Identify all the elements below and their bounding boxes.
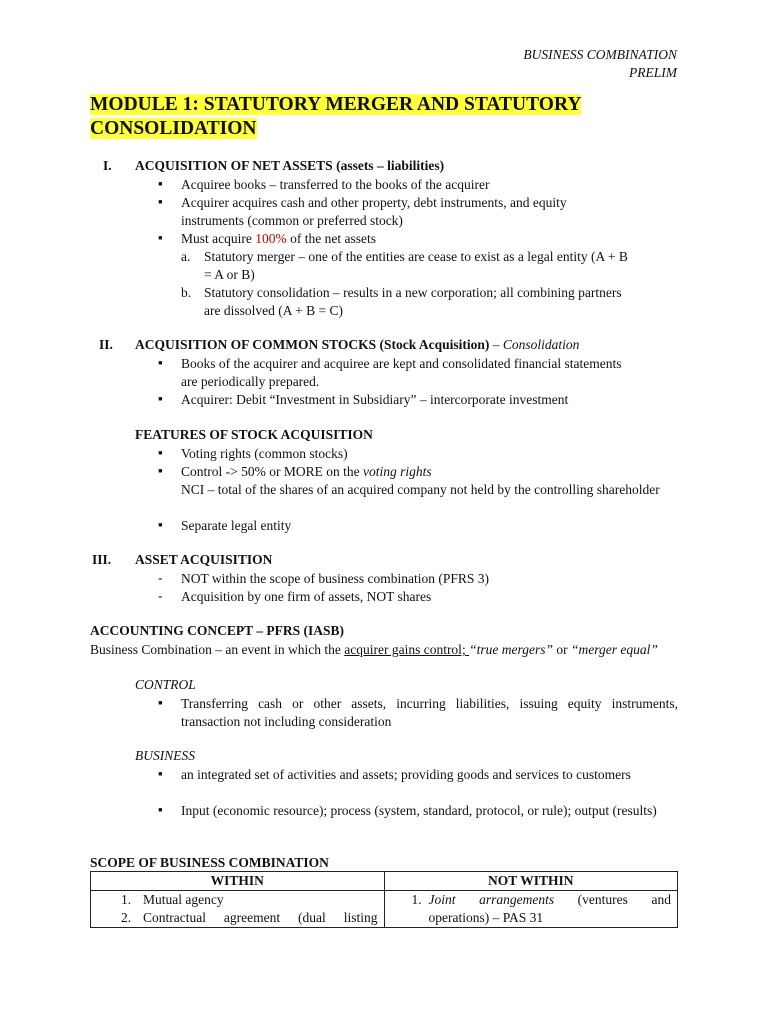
- section-3-heading: ASSET ACQUISITION: [135, 552, 273, 567]
- col-within: WITHIN: [91, 872, 385, 891]
- s1-sub-a-label: a.: [181, 249, 191, 264]
- s1-sub-b: Statutory consolidation – results in a new corporation; all combining partners are dissolved (A + B = C): [204, 285, 622, 318]
- s1-sub-a: Statutory merger – one of the entities are cease to exist as a legal entity (A + B = A or B): [204, 249, 628, 282]
- s1-bullet-1: Acquiree books – transferred to the books of the acquirer: [181, 177, 490, 192]
- s3-item-2: Acquisition by one firm of assets, NOT shares: [181, 589, 432, 604]
- section-3-number: III.: [92, 552, 112, 567]
- within-cell: 1. Mutual agency 2. Contractual agreement (dual listing: [91, 891, 385, 928]
- bullet: ▪: [158, 355, 163, 370]
- bullet: ▪: [158, 230, 163, 245]
- scope-table: [90, 871, 678, 928]
- bullet: ▪: [158, 176, 163, 191]
- nci-definition: NCI – total of the shares of an acquired company not held by the controlling shareholder: [181, 482, 660, 497]
- module-title: [90, 93, 581, 141]
- concept-heading: ACCOUNTING CONCEPT – PFRS (IASB): [90, 623, 345, 638]
- table-header-row: [91, 872, 678, 891]
- col-not-within: NOT WITHIN: [384, 872, 678, 891]
- header-term: PRELIM: [629, 65, 677, 80]
- bullet: ▪: [158, 802, 163, 817]
- bullet: ▪: [158, 445, 163, 460]
- s2-bullet-2: Acquirer: Debit “Investment in Subsidiary” – intercorporate investment: [181, 392, 569, 407]
- title-line-1: MODULE 1: STATUTORY MERGER AND STATUTORY: [90, 94, 582, 115]
- percent-highlight: 100%: [255, 231, 287, 246]
- section-2-number: II.: [99, 337, 113, 352]
- within-item-1: Mutual agency: [143, 892, 224, 907]
- table-row: [91, 891, 678, 928]
- dash: -: [158, 588, 163, 603]
- within-item-2: Contractual agreement (dual listing: [143, 910, 378, 925]
- not-within-cell: 1. Joint arrangements (ventures and operations) – PAS 31: [384, 891, 678, 928]
- page-header: [523, 46, 677, 82]
- bullet: ▪: [158, 517, 163, 532]
- scope-heading: SCOPE OF BUSINESS COMBINATION: [90, 855, 329, 870]
- section-2-heading: ACQUISITION OF COMMON STOCKS (Stock Acquisition) – Consolidation: [135, 337, 580, 352]
- features-heading: FEATURES OF STOCK ACQUISITION: [135, 427, 373, 442]
- section-1-heading: ACQUISITION OF NET ASSETS (assets – liabilities): [135, 158, 445, 173]
- control-bullet-1: Transferring cash or other assets, incurring liabilities, issuing equity instruments, transaction not including consideration: [181, 696, 678, 729]
- business-bullet-2: Input (economic resource); process (system, standard, protocol, or rule); output (results): [181, 803, 657, 818]
- features-bullet-1: Voting rights (common stocks): [181, 446, 348, 461]
- title-line-2: CONSOLIDATION: [90, 118, 257, 139]
- bullet: ▪: [158, 391, 163, 406]
- section-1-number: I.: [103, 158, 112, 173]
- bullet: ▪: [158, 695, 163, 710]
- header-subject: BUSINESS COMBINATION: [523, 47, 677, 62]
- business-label: BUSINESS: [135, 748, 195, 763]
- s1-bullet-3: Must acquire 100% of the net assets: [181, 231, 376, 246]
- business-combination-definition: Business Combination – an event in which the acquirer gains control; “true mergers” or “merger equal”: [90, 642, 658, 657]
- features-bullet-2: Control -> 50% or MORE on the voting rights: [181, 464, 432, 479]
- bullet: ▪: [158, 463, 163, 478]
- bullet: ▪: [158, 766, 163, 781]
- s3-item-1: NOT within the scope of business combination (PFRS 3): [181, 571, 489, 586]
- features-bullet-3: Separate legal entity: [181, 518, 292, 533]
- business-bullet-1: an integrated set of activities and assets; providing goods and services to customers: [181, 767, 631, 782]
- s1-sub-b-label: b.: [181, 285, 192, 300]
- control-label: CONTROL: [135, 677, 196, 692]
- bullet: ▪: [158, 194, 163, 209]
- dash: -: [158, 570, 163, 585]
- s1-bullet-2: Acquirer acquires cash and other property, debt instruments, and equity instruments (common or preferred stock): [181, 195, 567, 228]
- not-within-item-1: Joint arrangements: [428, 892, 555, 907]
- s2-bullet-1: Books of the acquirer and acquiree are kept and consolidated financial statements are periodically prepared.: [181, 356, 622, 389]
